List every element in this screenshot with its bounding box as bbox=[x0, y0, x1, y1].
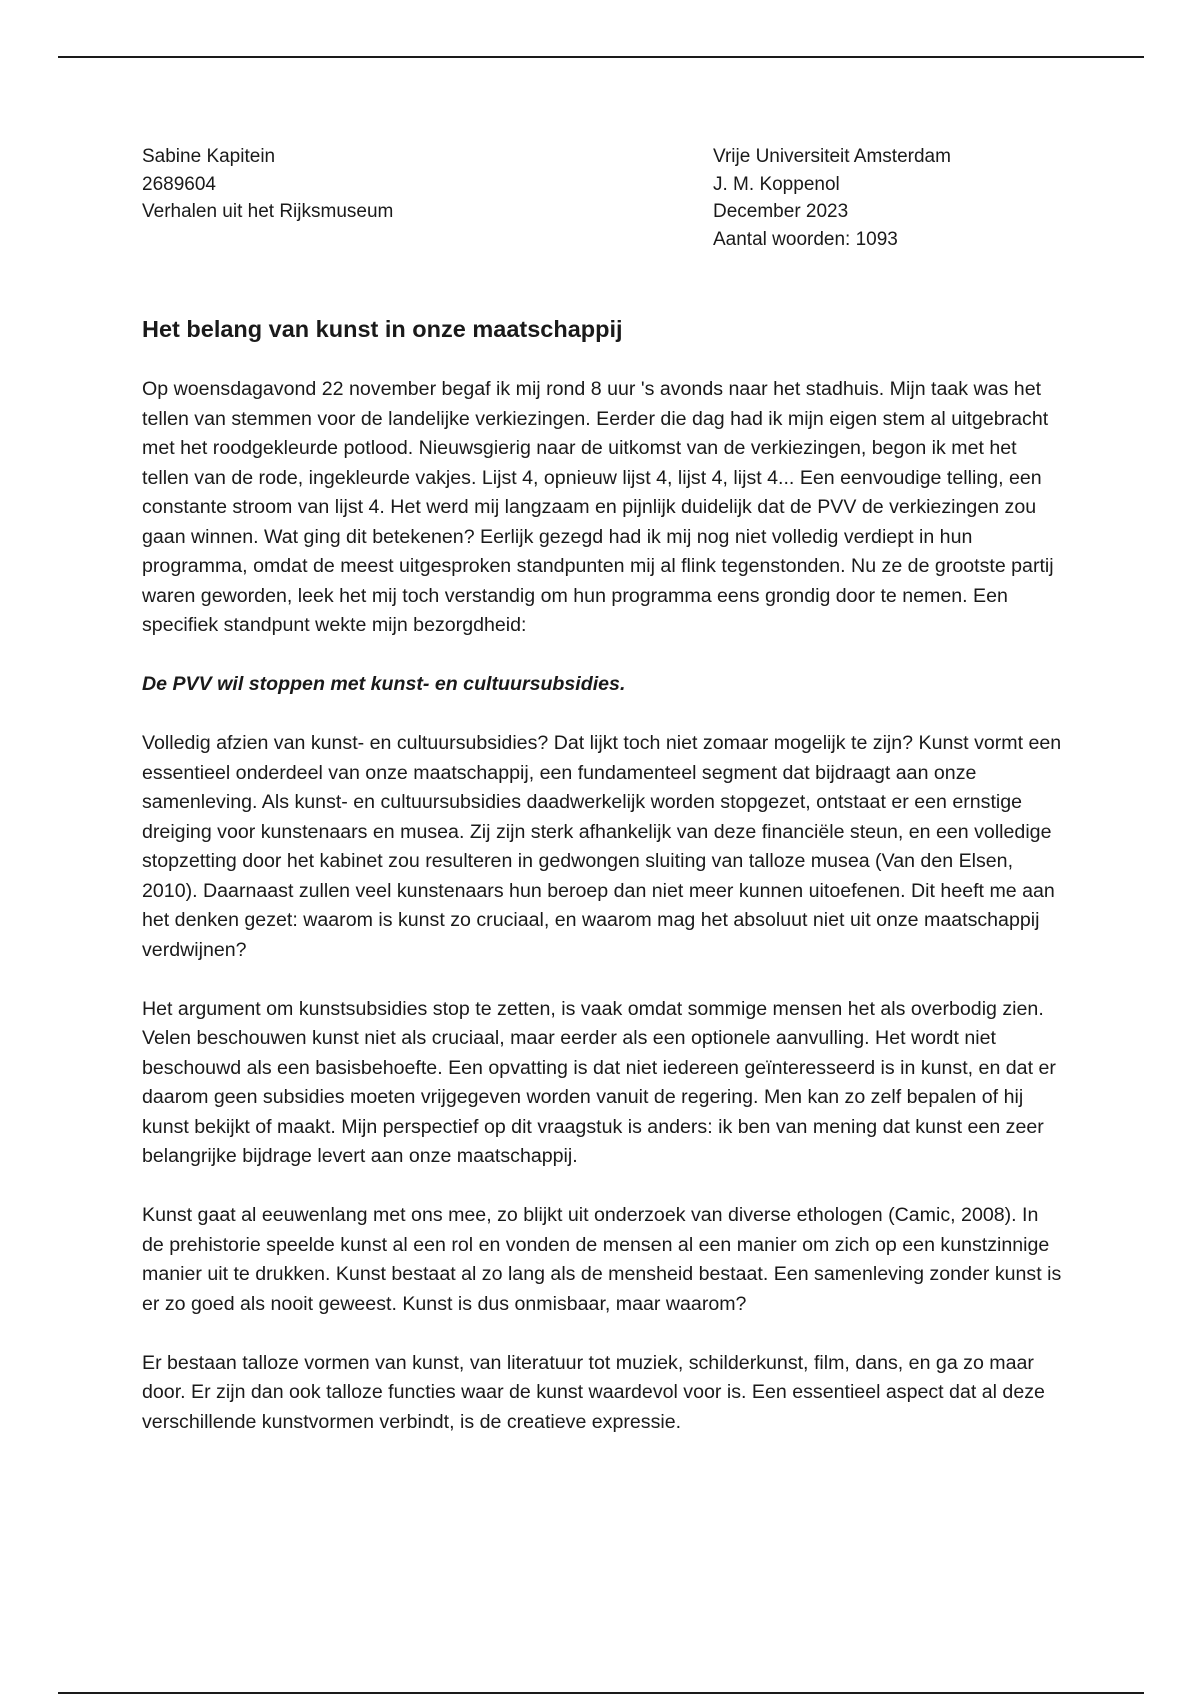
university-name: Vrije Universiteit Amsterdam bbox=[713, 146, 951, 167]
paragraph-history: Kunst gaat al eeuwenlang met ons mee, zo blijkt uit onderzoek van diverse ethologen (Camic, 2008). In de prehistorie speelde kunst al een rol en vonden de mensen al een manier om zich op een kunstzinnige manier uit te drukken. Kunst bestaat al zo lang als de mensheid bestaat. Een samenleving zonder kunst is er zo goed als nooit geweest. Kunst is dus onmisbaar, maar waarom? bbox=[142, 1204, 1062, 1315]
document-date: December 2023 bbox=[713, 201, 849, 222]
paragraph-argument: Het argument om kunstsubsidies stop te zetten, is vaak omdat sommige mensen het als overbodig zien. Velen beschouwen kunst niet als cruciaal, maar eerder als een optionele aanvulling. Het wordt niet beschouwd als een basisbehoefte. Een opvatting is dat niet iedereen geïnteresseerd is in kunst, en dat er daarom geen subsidies moeten vrijgegeven worden vanuit de regering. Men kan zo zelf bepalen of hij kunst bekijkt of maakt. Mijn perspectief op dit vraagstuk is anders: ik ben van mening dat kunst een zeer belangrijke bijdrage levert aan onze maatschappij. bbox=[142, 997, 1056, 1167]
paragraph-intro: Op woensdagavond 22 november begaf ik mij rond 8 uur 's avonds naar het stadhuis. Mijn taak was het tellen van stemmen voor de landelijke verkiezingen. Eerder die dag had ik mijn eigen stem al uitgebracht met het roodgekleurde potlood. Nieuwsgierig naar de uitkomst van de verkiezingen, begon ik met het tellen van de rode, ingekleurde vakjes. Lijst 4, opnieuw lijst 4, lijst 4, lijst 4... Een eenvoudige telling, een constante stroom van lijst 4. Het werd mij langzaam en pijnlijk duidelijk dat de PVV de verkiezingen zou gaan winnen. Wat ging dit betekenen? Eerlijk gezegd had ik mij nog niet volledig verdiept in hun programma, omdat de meest uitgesproken standpunten mij al flink tegenstonden. Nu ze de grootste partij waren geworden, leek het mij toch verstandig om hun programma eens grondig door te nemen. Een specifiek standpunt wekte mijn bezorgdheid: bbox=[142, 378, 1054, 636]
student-number: 2689604 bbox=[142, 173, 216, 195]
author-name: Sabine Kapitein bbox=[142, 146, 276, 167]
institution-block bbox=[713, 143, 951, 253]
author-block bbox=[142, 143, 393, 226]
teacher-name: J. M. Koppenol bbox=[713, 173, 840, 195]
essay-title: Het belang van kunst in onze maatschappij bbox=[142, 316, 623, 342]
pvv-statement: De PVV wil stoppen met kunst- en cultuursubsidies. bbox=[142, 673, 626, 695]
paragraph-forms: Er bestaan talloze vormen van kunst, van literatuur tot muziek, schilderkunst, film, dans, en ga zo maar door. Er zijn dan ook talloze functies waar de kunst waardevol voor is. Een essentieel aspect dat al deze verschillende kunstvormen verbindt, is de creatieve expressie. bbox=[142, 1351, 1045, 1433]
top-rule bbox=[58, 56, 1144, 58]
course-name: Verhalen uit het Rijksmuseum bbox=[142, 201, 394, 222]
word-count: Aantal woorden: 1093 bbox=[713, 228, 898, 250]
essay-body bbox=[142, 375, 1062, 1467]
paragraph-subsidies: Volledig afzien van kunst- en cultuursubsidies? Dat lijkt toch niet zomaar mogelijk te zijn? Kunst vormt een essentieel onderdeel van onze maatschappij, een fundamenteel segment dat bijdraagt aan onze samenleving. Als kunst- en cultuursubsidies daadwerkelijk worden stopgezet, ontstaat er een ernstige dreiging voor kunstenaars en musea. Zij zijn sterk afhankelijk van deze financiële steun, en een volledige stopzetting door het kabinet zou resulteren in gedwongen sluiting van talloze musea (Van den Elsen, 2010). Daarnaast zullen veel kunstenaars hun beroep dan niet meer kunnen uitoefenen. Dit heeft me aan het denken gezet: waarom is kunst zo cruciaal, en waarom mag het absoluut niet uit onze maatschappij verdwijnen? bbox=[142, 732, 1062, 961]
bottom-rule bbox=[58, 1692, 1144, 1694]
